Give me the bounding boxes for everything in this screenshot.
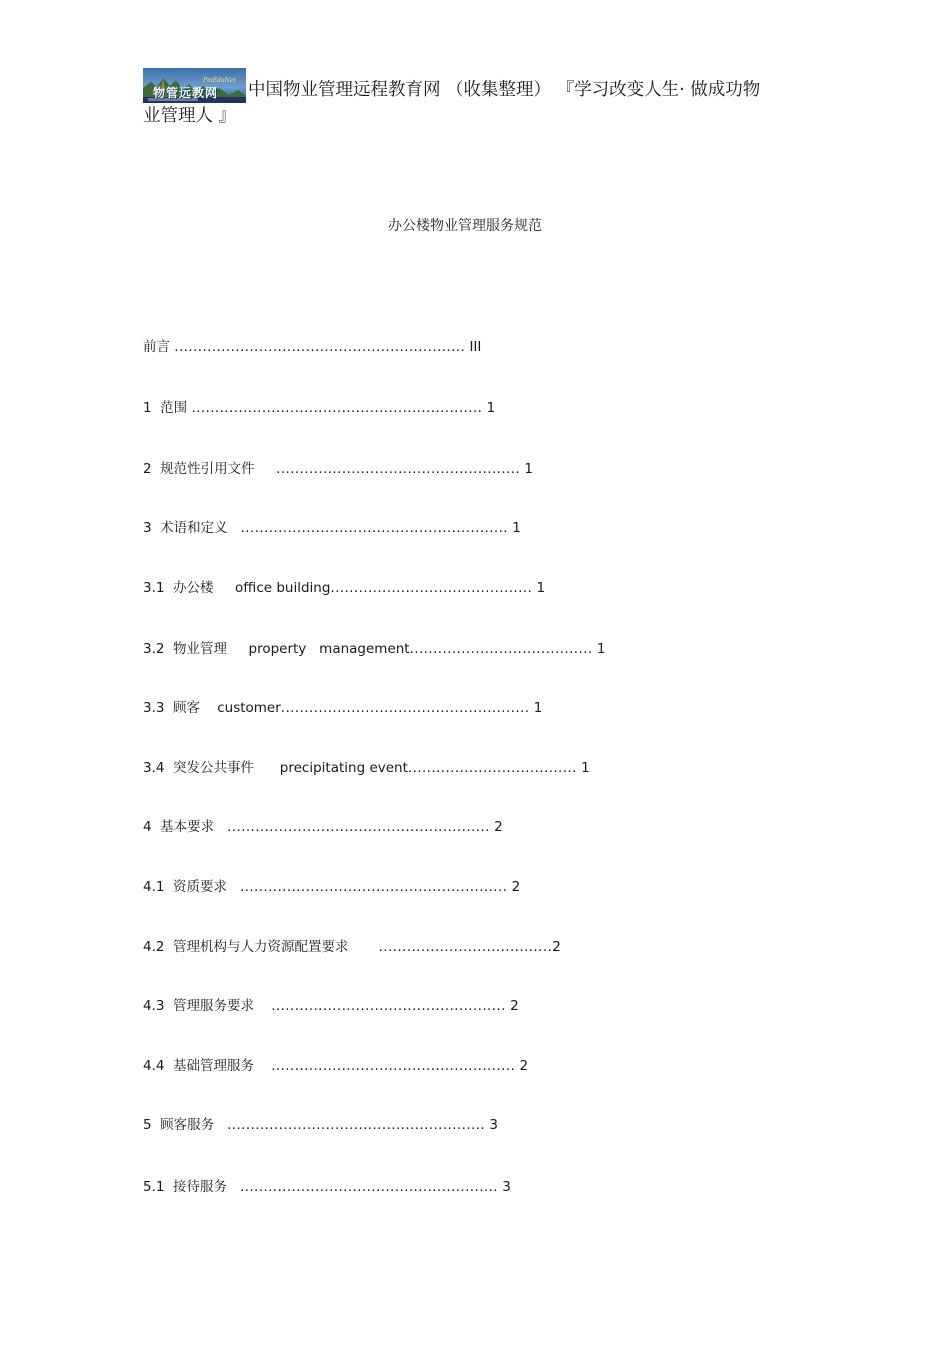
toc-entry[interactable] xyxy=(143,1175,511,1195)
toc-leader: .................................................... xyxy=(271,1058,516,1074)
site-logo xyxy=(143,68,246,103)
toc-label: 前言 xyxy=(143,339,170,355)
toc-entry[interactable] xyxy=(143,576,545,596)
toc-leader: ....................................................... xyxy=(227,1117,486,1133)
toc-label: 4.2 管理机构与人力资源配置要求 xyxy=(143,939,375,955)
toc-leader: ........................................................ xyxy=(227,819,490,835)
toc-leader: .............................................................. xyxy=(174,339,466,355)
toc-page: 1 xyxy=(524,461,533,477)
toc-label: 3 术语和定义 xyxy=(143,520,237,536)
toc-leader: ........................................... xyxy=(330,580,533,596)
toc-page: 2 xyxy=(510,998,519,1014)
logo-subtext: PmEduNet xyxy=(203,77,237,84)
toc-label: 4.4 基础管理服务 xyxy=(143,1058,267,1074)
toc-entry[interactable] xyxy=(143,815,503,835)
toc-label: 4 基本要求 xyxy=(143,819,223,835)
toc-entry[interactable] xyxy=(143,994,519,1014)
toc-leader: ..................................................... xyxy=(280,700,530,716)
toc-label: 5.1 接待服务 xyxy=(143,1179,236,1195)
toc-label: 3.3 顾客 customer xyxy=(143,700,281,716)
document-header xyxy=(143,68,813,129)
toc-leader: .............................................................. xyxy=(191,400,483,416)
toc-page: 2 xyxy=(494,819,503,835)
toc-page: 1 xyxy=(536,580,546,596)
toc-page: 2 xyxy=(511,879,521,895)
toc-label: 2 规范性引用文件 xyxy=(143,461,272,477)
toc-leader: .................................................... xyxy=(276,461,521,477)
toc-leader: ......................................................... xyxy=(240,520,508,536)
toc-leader: .................................... xyxy=(407,760,577,776)
toc-entry[interactable] xyxy=(143,637,605,657)
toc-leader: ......................................................... xyxy=(239,879,508,895)
toc-page: 1 xyxy=(581,760,590,776)
toc-label: 4.1 资质要求 xyxy=(143,879,236,895)
toc-leader: ....................................................... xyxy=(239,1179,498,1195)
toc-label: 3.2 物业管理 property management xyxy=(143,641,410,657)
toc-label: 3.1 办公楼 office building xyxy=(143,580,331,596)
toc-entry[interactable] xyxy=(143,516,521,536)
toc-entry[interactable] xyxy=(143,335,481,355)
toc-leader: ....................................... xyxy=(409,641,593,657)
toc-page: 2 xyxy=(552,939,561,955)
toc-label: 4.3 管理服务要求 xyxy=(143,998,267,1014)
toc-page: III xyxy=(469,339,482,355)
toc-page: 1 xyxy=(533,700,543,716)
header-line-1: 中国物业管理远程教育网 （收集整理） 『学习改变人生· 做成功物 xyxy=(248,80,761,100)
toc-entry[interactable] xyxy=(143,1054,528,1074)
toc-page: 1 xyxy=(486,400,496,416)
toc-entry[interactable] xyxy=(143,756,590,776)
toc-entry[interactable] xyxy=(143,1113,498,1133)
toc-page: 3 xyxy=(489,1117,498,1133)
toc-entry[interactable] xyxy=(143,396,495,416)
header-line-2: 业管理人 』 xyxy=(143,106,237,126)
logo-text: 物管远教网 xyxy=(153,86,219,100)
toc-leader: ..................................... xyxy=(378,939,553,955)
document-title: 办公楼物业管理服务规范 xyxy=(388,218,542,234)
toc-label: 5 顾客服务 xyxy=(143,1117,223,1133)
toc-entry[interactable] xyxy=(143,935,561,955)
toc-entry[interactable] xyxy=(143,457,533,477)
toc-entry[interactable] xyxy=(143,875,520,895)
toc-page: 3 xyxy=(502,1179,511,1195)
toc-label: 3.4 突发公共事件 precipitating event xyxy=(143,760,408,776)
toc-page: 1 xyxy=(596,641,606,657)
toc-leader: .................................................. xyxy=(271,998,506,1014)
toc-page: 2 xyxy=(519,1058,529,1074)
toc-page: 1 xyxy=(512,520,521,536)
toc-label: 1 范围 xyxy=(143,400,188,416)
toc-entry[interactable] xyxy=(143,696,542,716)
